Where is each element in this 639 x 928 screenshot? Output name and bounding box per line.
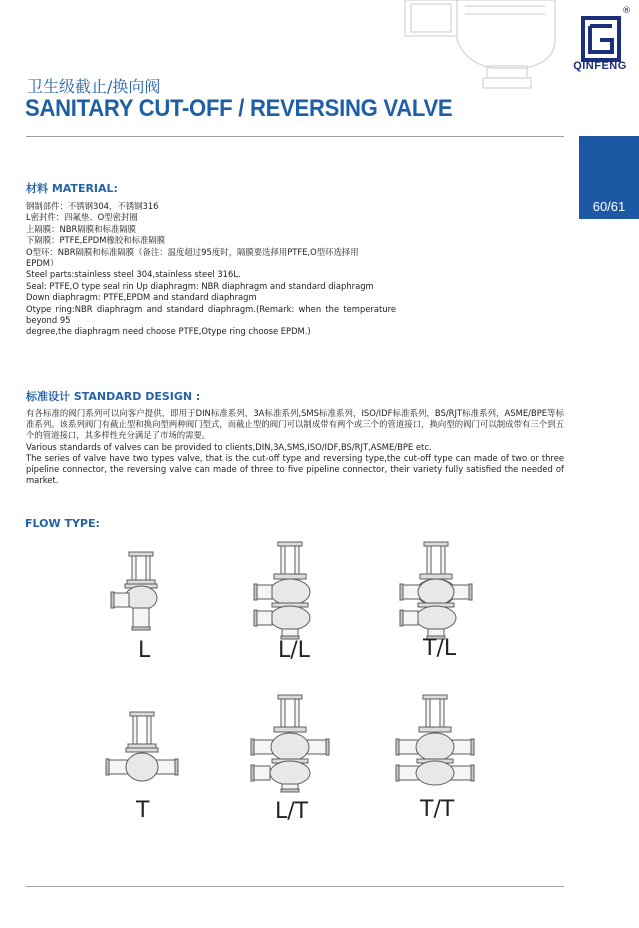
- material-line: degree,the diaphragm need choose PTFE,Otype ring choose EPDM.): [26, 326, 311, 337]
- footer-divider: [26, 886, 564, 887]
- material-line: L密封件：四氟垫、O型密封圈: [26, 212, 138, 223]
- material-line: 钢制部件：不锈钢304，不锈钢316: [26, 201, 159, 211]
- flow-type-label-ll: L/L: [278, 638, 310, 663]
- page-title-en: SANITARY CUT-OFF / REVERSING VALVE: [25, 95, 453, 122]
- material-line: 上隔膜：NBR隔膜和标准隔膜: [26, 223, 136, 234]
- page-number: 60/61: [592, 199, 626, 214]
- title-divider: [26, 136, 564, 137]
- page-number-tab: [579, 136, 639, 219]
- flow-type-heading: FLOW TYPE:: [25, 517, 100, 530]
- material-line: Otype ring:NBR diaphragm and standard diaphragm.(Remark: when the temperature: [26, 303, 396, 314]
- standard-design-text: [26, 408, 564, 486]
- registered-mark: ®: [622, 6, 631, 16]
- brand-name: QINFENG: [573, 60, 627, 72]
- standard-paragraph: The series of valve have two types valve, that is the cut-off type and reversing type,the cut-off type can made of two or three pipeline connector, the reversing valve can made of three to five pipeline connector, their variety fully satisfied the needed of market.: [26, 452, 564, 486]
- standard-paragraph: Various standards of valves can be provided to clients,DIN,3A,SMS,ISO/IDF,BS/RJT,ASME/BPE etc.: [26, 441, 432, 452]
- material-line: Down diaphragm: PTFE,EPDM and standard diaphragm: [26, 292, 257, 303]
- valve-lt-icon: [247, 693, 333, 793]
- material-text: [26, 201, 396, 338]
- valve-tl-icon: [396, 540, 476, 640]
- flow-type-label-tt: T/T: [420, 797, 455, 822]
- header-valve-illustration-icon: [395, 0, 565, 90]
- material-line: Seal: PTFE,O type seal rin Up diaphragm: NBR diaphragm and standard diaphragm: [26, 280, 374, 291]
- flow-type-label-l: L: [138, 638, 151, 663]
- material-line: 下隔膜：PTFE,EPDM橡胶和标准隔膜: [26, 235, 166, 246]
- material-heading: 材料 MATERIAL:: [26, 182, 118, 195]
- standard-paragraph: 有各标准的阀门系列可以向客户提供，即用于DIN标准系列，3A标准系列,SMS标准系列，ISO/IDF标准系列，BS/RJT标准系列，ASME/BPE等标准系列。该系列阀门有截止型和换向型两种阀门型式，而截止型的阀门可以制成带有两个或三个的管道接口，换向型的阀门可以制成带有三个到五个的管道接口，其多样性充分满足了市场的需要。: [26, 408, 564, 441]
- valve-tt-icon: [392, 693, 478, 793]
- valve-l-icon: [106, 550, 176, 635]
- valve-t-icon: [102, 710, 182, 790]
- valve-ll-icon: [250, 540, 330, 640]
- standard-design-heading: 标准设计 STANDARD DESIGN :: [26, 390, 201, 403]
- material-line: O型环：NBR隔膜和标准隔膜（备注：温度超过95度时，隔膜要选择用PTFE,O型环选择用: [26, 246, 359, 257]
- material-line: beyond 95: [26, 315, 71, 326]
- flow-type-label-t: T: [136, 798, 150, 823]
- material-line: EPDM）: [26, 258, 59, 269]
- page-title-cn: 卫生级截止/换向阀: [27, 77, 161, 96]
- flow-type-label-lt: L/T: [275, 799, 309, 824]
- material-line: Steel parts:stainless steel 304,stainless steel 316L.: [26, 269, 241, 280]
- flow-type-label-tl: T/L: [423, 636, 457, 661]
